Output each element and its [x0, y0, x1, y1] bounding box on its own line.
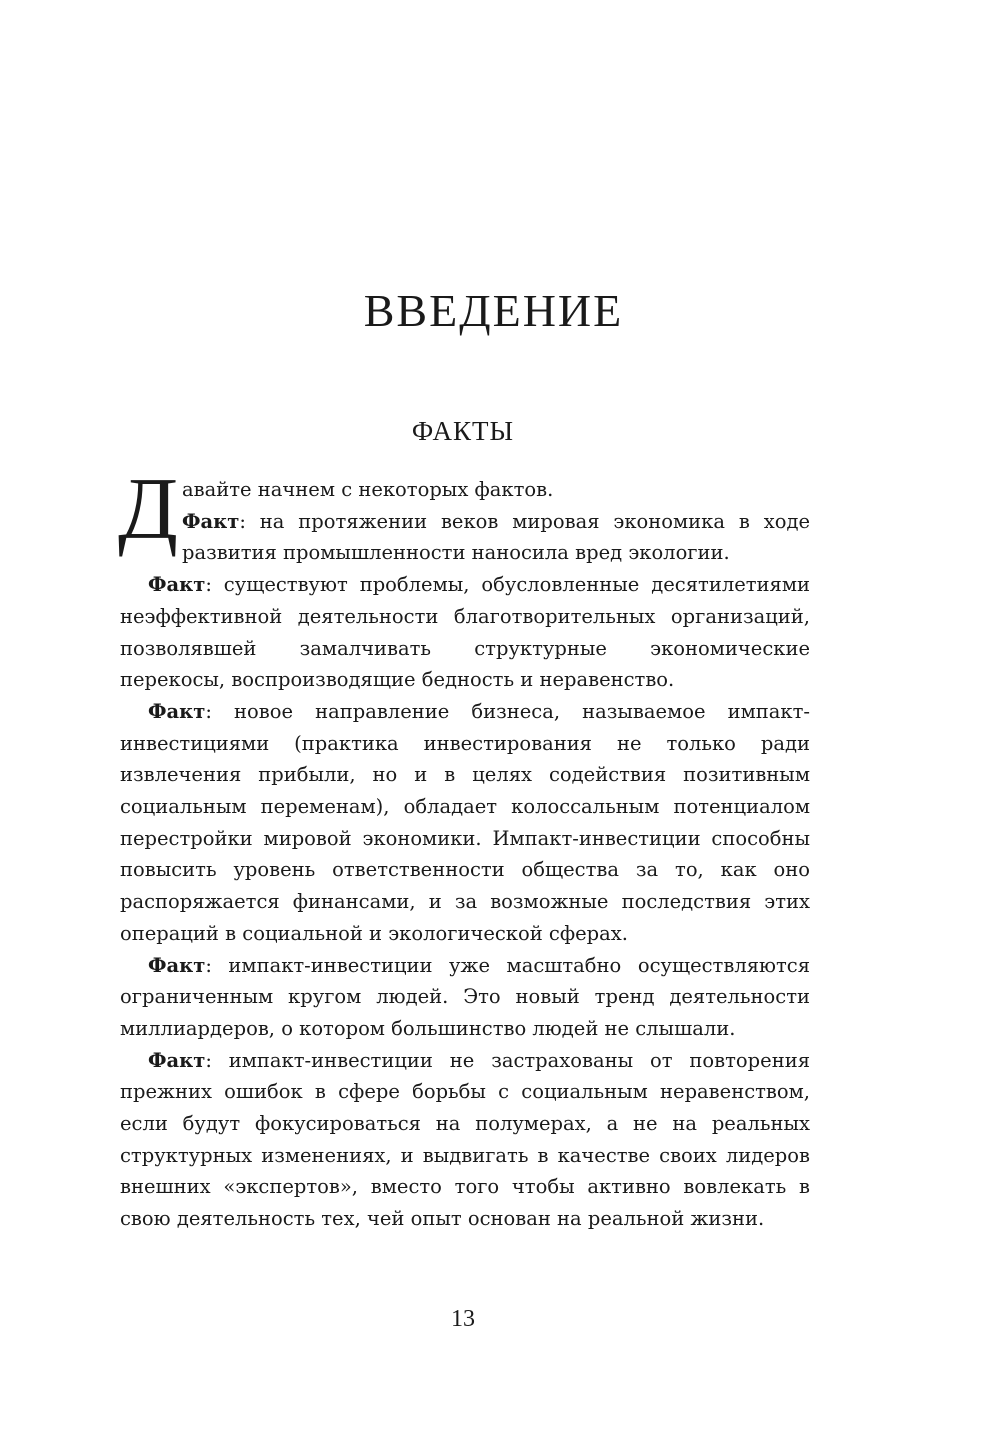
drop-cap: Д: [118, 461, 179, 558]
fact-text: : импакт-инвестиции уже масштабно осуществляются ограниченным кругом людей. Это новый тренд деятельности миллиардеров, о котором большинство людей не слышали.: [120, 953, 810, 1040]
fact-text: : существуют проблемы, обусловленные десятилетиями неэффективной деятельности благотворительных организаций, позволявшей замалчивать структурные экономические перекосы, воспроизводящие бедность и неравенство.: [120, 573, 810, 692]
chapter-title: ВВЕДЕНИЕ: [363, 285, 624, 336]
fact-label: Факт: [148, 699, 206, 723]
body-text: [118, 461, 810, 1235]
page-number: 13: [451, 1306, 475, 1332]
paragraph-intro: [118, 461, 810, 569]
fact-label: Факт: [148, 953, 206, 977]
paragraph-fact-2: [120, 569, 810, 696]
section-title: ФАКТЫ: [411, 416, 515, 446]
fact-label: Факт: [148, 573, 206, 597]
paragraph-fact-4: [120, 950, 810, 1045]
intro-line: авайте начнем с некоторых фактов.: [182, 478, 554, 501]
fact-text: : новое направление бизнеса, называемое импакт-инвестициями (практика инвестирования не только ради извлечения прибыли, но и в целях содействия позитивным социальным переменам), обладает колоссальным потенциалом перестройки мировой экономики. Импакт-инвестиции способны повысить уровень ответственности общества за то, как оно распоряжается финансами, и за возможные последствия этих операций в социальной и экологической сферах.: [120, 699, 810, 945]
paragraph-fact-5: [120, 1045, 810, 1235]
fact-text: : импакт-инвестиции не застрахованы от повторения прежних ошибок в сфере борьбы с социальным неравенством, если будут фокусироваться на полумерах, а не на реальных структурных изменениях, и выдвигать в качестве своих лидеров внешних «экспертов», вместо того чтобы активно вовлекать в свою деятельность тех, чей опыт основан на реальной жизни.: [120, 1048, 810, 1231]
fact-label: Факт: [148, 1048, 206, 1072]
paragraph-fact-3: [120, 696, 810, 950]
fact-label: Факт: [182, 509, 240, 533]
fact-text: : на протяжении веков мировая экономика в ходе развития промышленности наносила вред экологии.: [182, 509, 810, 565]
